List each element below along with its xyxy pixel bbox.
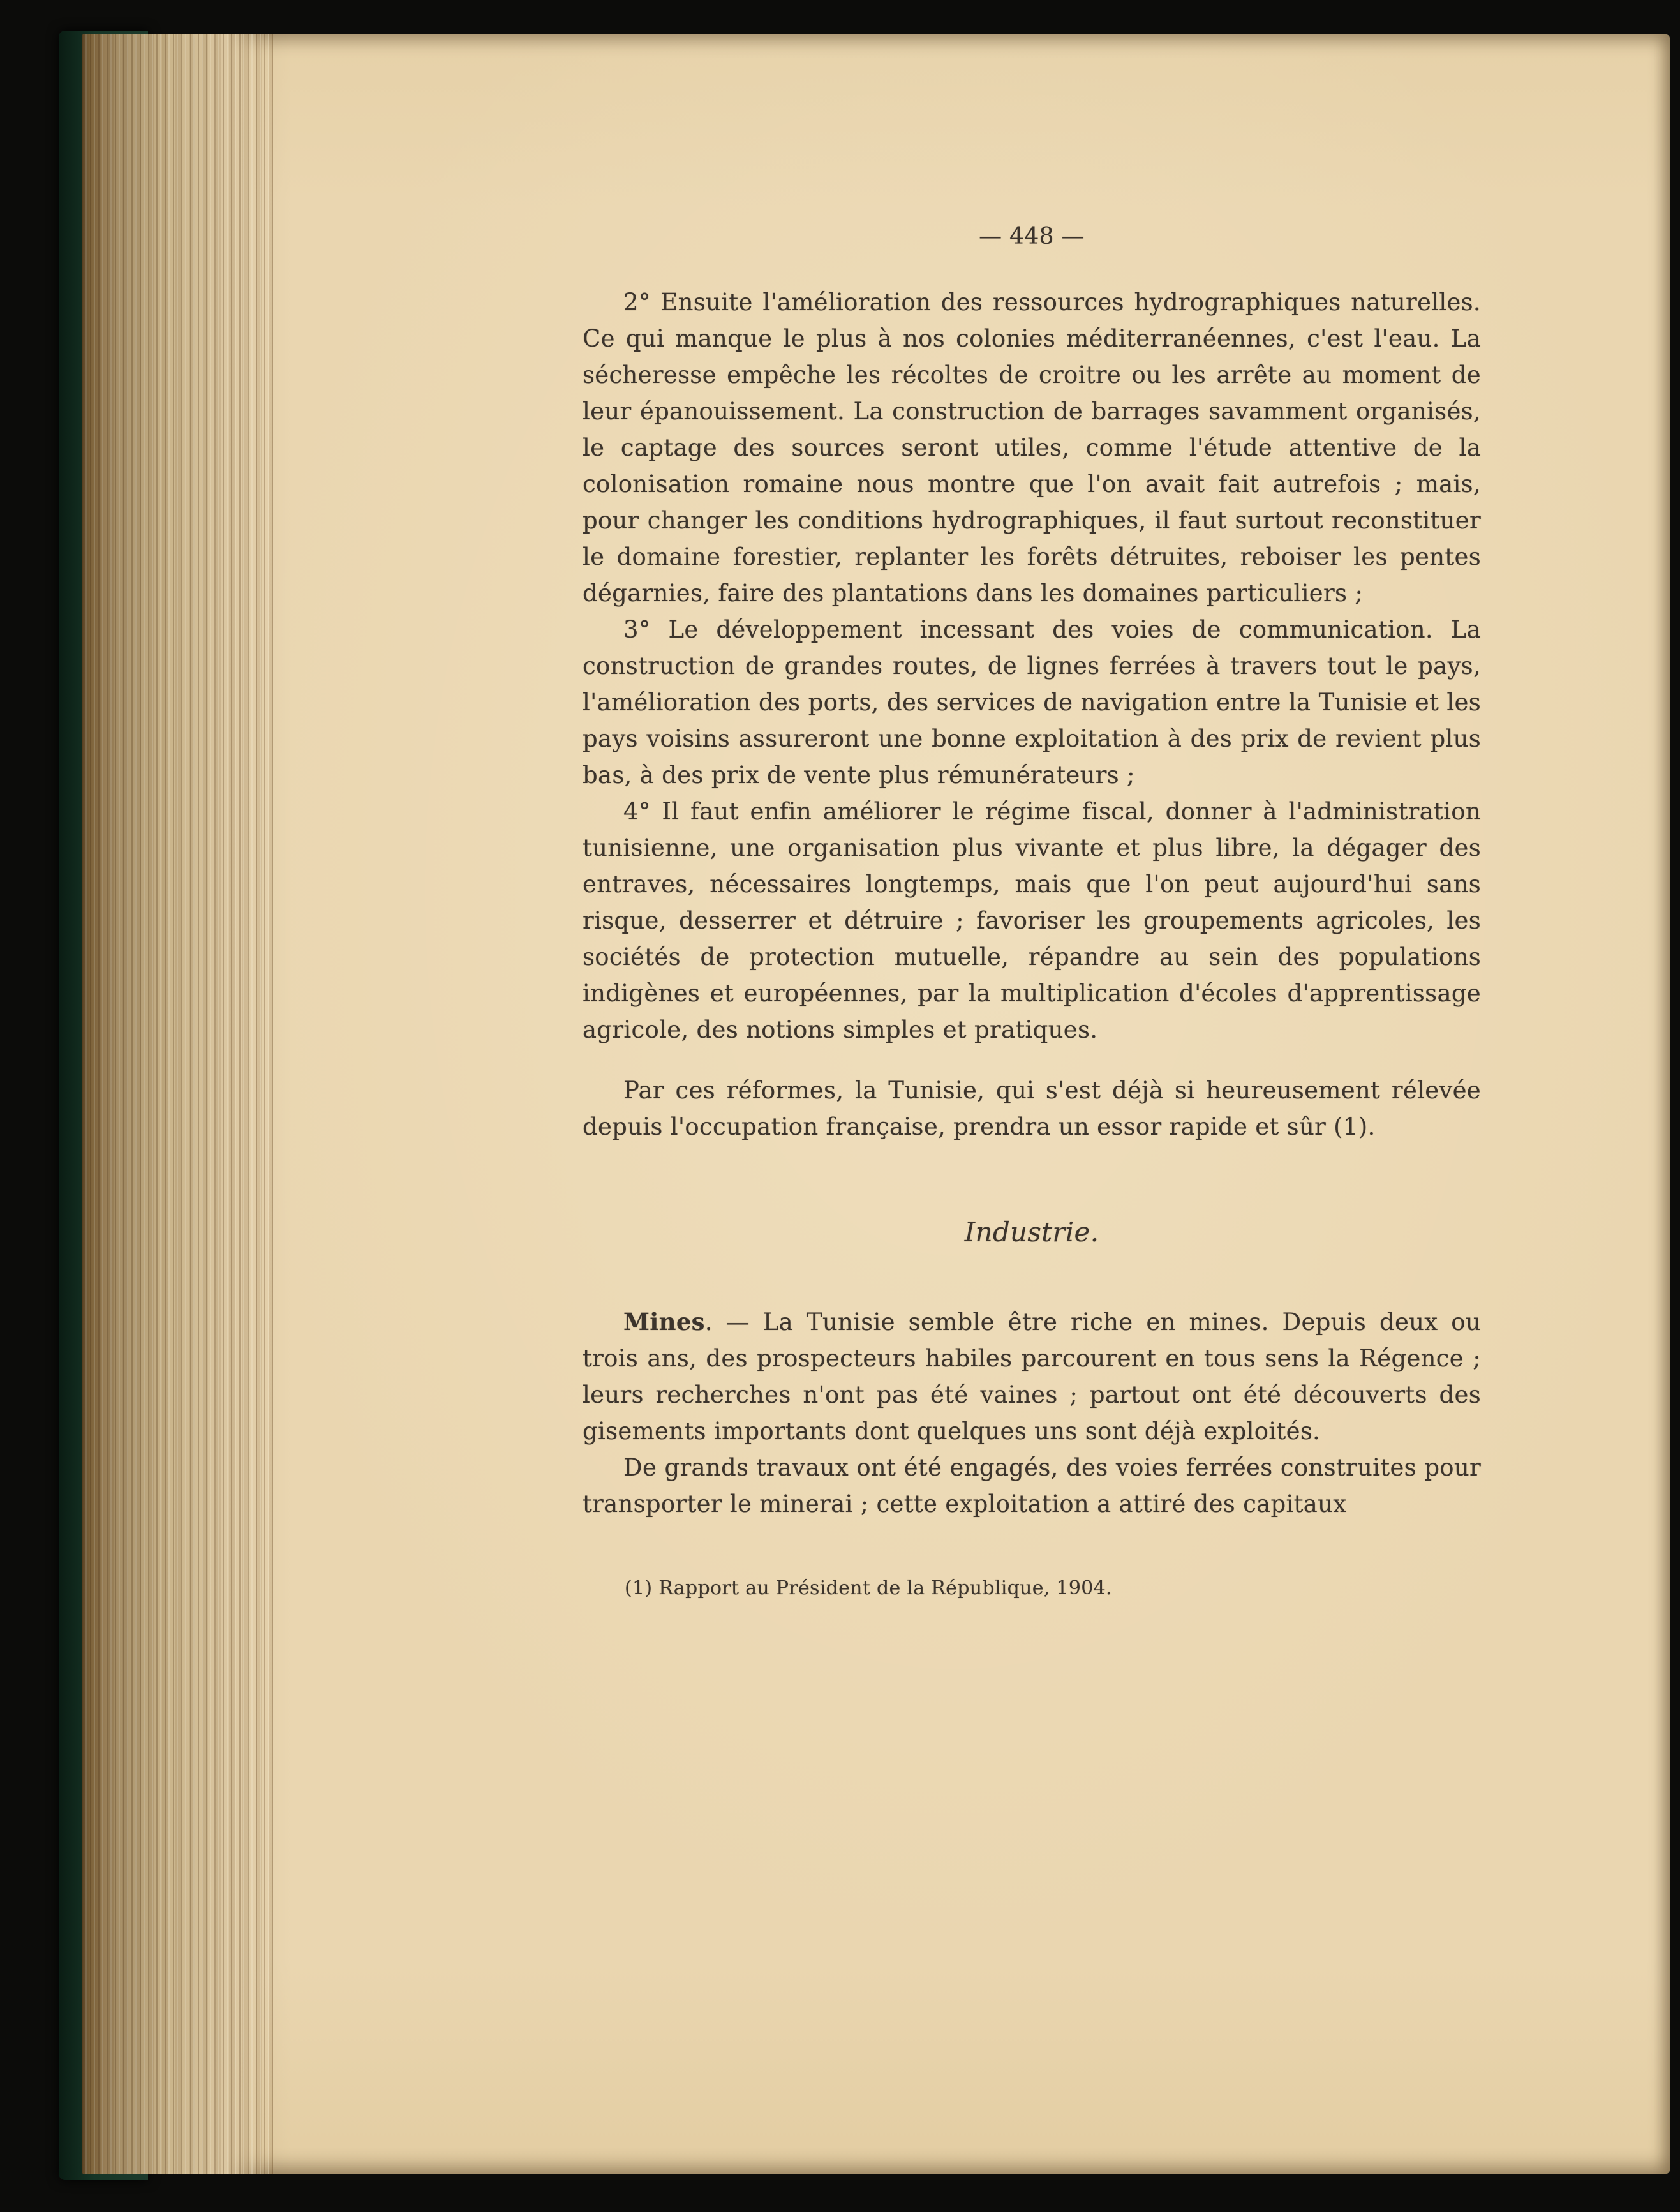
paragraph-hydrographie: 2° Ensuite l'amélioration des ressources hydrographiques naturelles. Ce qui manque le plus à nos colonies méditerranéennes, c'est l'eau. La sécheresse empêche les récoltes de croitre ou les arrête au moment de leur épanouissement. La construction de barrages savamment organisés, le captage des sources seront utiles, comme l'étude attentive de la colonisation romaine nous montre que l'on avait fait autrefois ; mais, pour changer les conditions hydrographiques, il faut surtout reconstituer le domaine forestier, replanter les forêts détruites, reboiser les pentes dégarnies, faire des plantations dans les domaines particuliers ; bbox=[583, 288, 1481, 607]
paragraph-travaux: De grands travaux ont été engagés, des voies ferrées construites pour transporter le minerai ; cette exploitation a attiré des capitaux bbox=[583, 1454, 1481, 1518]
paragraph-communication: 3° Le développement incessant des voies de communication. La construction de grandes routes, de lignes ferrées à travers tout le pays, l'amélioration des ports, des services de navigation entre la Tunisie et les pays voisins assureront une bonne exploitation à des prix de revient plus bas, à des prix de vente plus rémunérateurs ; bbox=[583, 616, 1481, 789]
paragraph-fiscal: 4° Il faut enfin améliorer le régime fiscal, donner à l'administration tunisienne, une organisation plus vivante et plus libre, la dégager des entraves, nécessaires longtemps, mais que l'on peut aujourd'hui sans risque, desserrer et détruire ; favoriser les groupements agricoles, les sociétés de protection mutuelle, répandre au sein des populations indigènes et européennes, par la multiplication d'écoles d'apprentissage agricole, des notions simples et pratiques. bbox=[583, 798, 1481, 1043]
page-number: — 448 — bbox=[979, 223, 1085, 250]
paragraph-reformes: Par ces réformes, la Tunisie, qui s'est déjà si heureusement rélevée depuis l'occupation française, prendra un essor rapide et sûr (1). bbox=[583, 1077, 1481, 1140]
paragraph-mines-rest: . — La Tunisie semble être riche en mines. Depuis deux ou trois ans, des prospecteurs habiles parcourent en tous sens la Régence ; leurs recherches n'ont pas été vaines ; partout ont été découverts des gisements importants dont quelques uns sont déjà exploités. bbox=[583, 1308, 1481, 1445]
paragraph-mines bbox=[583, 1304, 1481, 1449]
text-column bbox=[583, 218, 1481, 1601]
book-page bbox=[82, 34, 1670, 2174]
footnote: (1) Rapport au Président de la République, 1904. bbox=[625, 1577, 1112, 1599]
section-heading-industrie: Industrie. bbox=[964, 1216, 1099, 1248]
stacked-page-edges bbox=[82, 34, 273, 2174]
paragraph-mines-lead: Mines bbox=[623, 1308, 705, 1336]
